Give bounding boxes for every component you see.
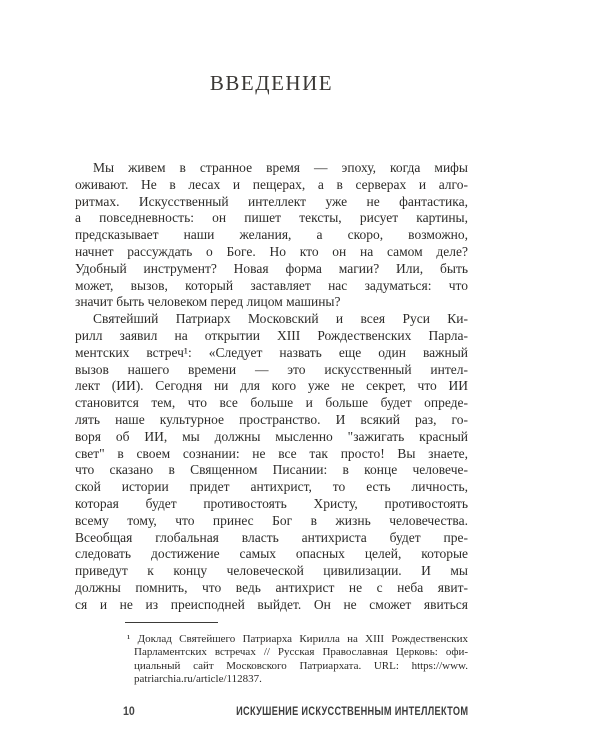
body-line: воря об ИИ, мы должны мысленно "зажигать красный: [75, 428, 468, 444]
body-line: свет" в своем сознании: не все так просто! Вы знаете,: [75, 445, 468, 461]
body-line: лект (ИИ). Сегодня ни для кого уже не секрет, что ИИ: [75, 378, 468, 394]
body-line: которая будет противостоять Христу, противостоять: [75, 495, 468, 511]
body-line: начнет рассуждать о Боге. Но кто он на самом деле?: [75, 243, 468, 259]
body-text: [75, 160, 468, 614]
body-line: ся и не из преисподней выйдет. Он не сможет явиться: [75, 596, 468, 612]
page-number: 10: [123, 706, 135, 718]
body-line: Всеобщая глобальная власть антихриста будет пре-: [75, 529, 468, 545]
body-line: а повседневность: он пишет тексты, рисует картины,: [75, 210, 468, 226]
footnote-line: ¹ Доклад Святейшего Патриарха Кирилла на XIII Рождественских: [127, 633, 468, 645]
footnote-line: циальный сайт Московского Патриархата. URL: https://www.: [134, 659, 468, 672]
body-line: вызов нашего времени — это искусственный интел-: [75, 361, 468, 377]
body-line: приведут к концу человеческой цивилизации. И мы: [75, 563, 468, 579]
body-line: ритмах. Искусственный интеллект уже не фантастика,: [75, 193, 468, 209]
body-line: Мы живем в странное время — эпоху, когда мифы: [93, 160, 468, 175]
footnote: [127, 633, 468, 687]
body-line: Удобный инструмент? Новая форма магии? Или, быть: [75, 260, 468, 276]
body-line: Святейший Патриарх Московский и всея Руси Ки-: [93, 311, 468, 327]
chapter-title: ВВЕДЕНИЕ: [209, 71, 334, 95]
body-line: предсказывает наши желания, а скоро, возможно,: [75, 227, 468, 243]
body-line: следовать достижение самых опасных целей, которые: [75, 546, 468, 562]
footnote-line: Парламентских встречах // Русская Православная Церковь: офи-: [134, 646, 468, 659]
footnote-line: patriarchia.ru/article/112837.: [134, 673, 262, 686]
body-line: становится тем, что все больше и больше будет опреде-: [75, 395, 468, 411]
body-line: что сказано в Священном Писании: в конце человече-: [75, 462, 468, 478]
body-line: может, вызов, который заставляет нас задуматься: что: [75, 277, 468, 293]
footnote-divider: [125, 622, 218, 623]
page-footer: [123, 705, 468, 721]
body-line: ской истории придет антихрист, то есть личность,: [75, 479, 468, 495]
body-line: должны помнить, что ведь антихрист не с неба явит-: [75, 579, 468, 595]
body-line: рилл заявил на открытии XIII Рождественских Парла-: [75, 327, 468, 343]
body-line: оживают. Не в лесах и пещерах, а в серверах и алго-: [75, 176, 468, 192]
body-line: значит быть человеком перед лицом машины?: [75, 294, 341, 310]
body-line: всему тому, что принес Бог в жизнь человечества.: [75, 512, 468, 528]
running-title: ИСКУШЕНИЕ ИСКУССТВЕННЫМ ИНТЕЛЛЕКТОМ: [235, 706, 468, 718]
body-line: ментских встреч¹: «Следует назвать еще один важный: [75, 344, 468, 360]
body-line: лять наше культурное пространство. И всякий раз, го-: [75, 411, 468, 427]
